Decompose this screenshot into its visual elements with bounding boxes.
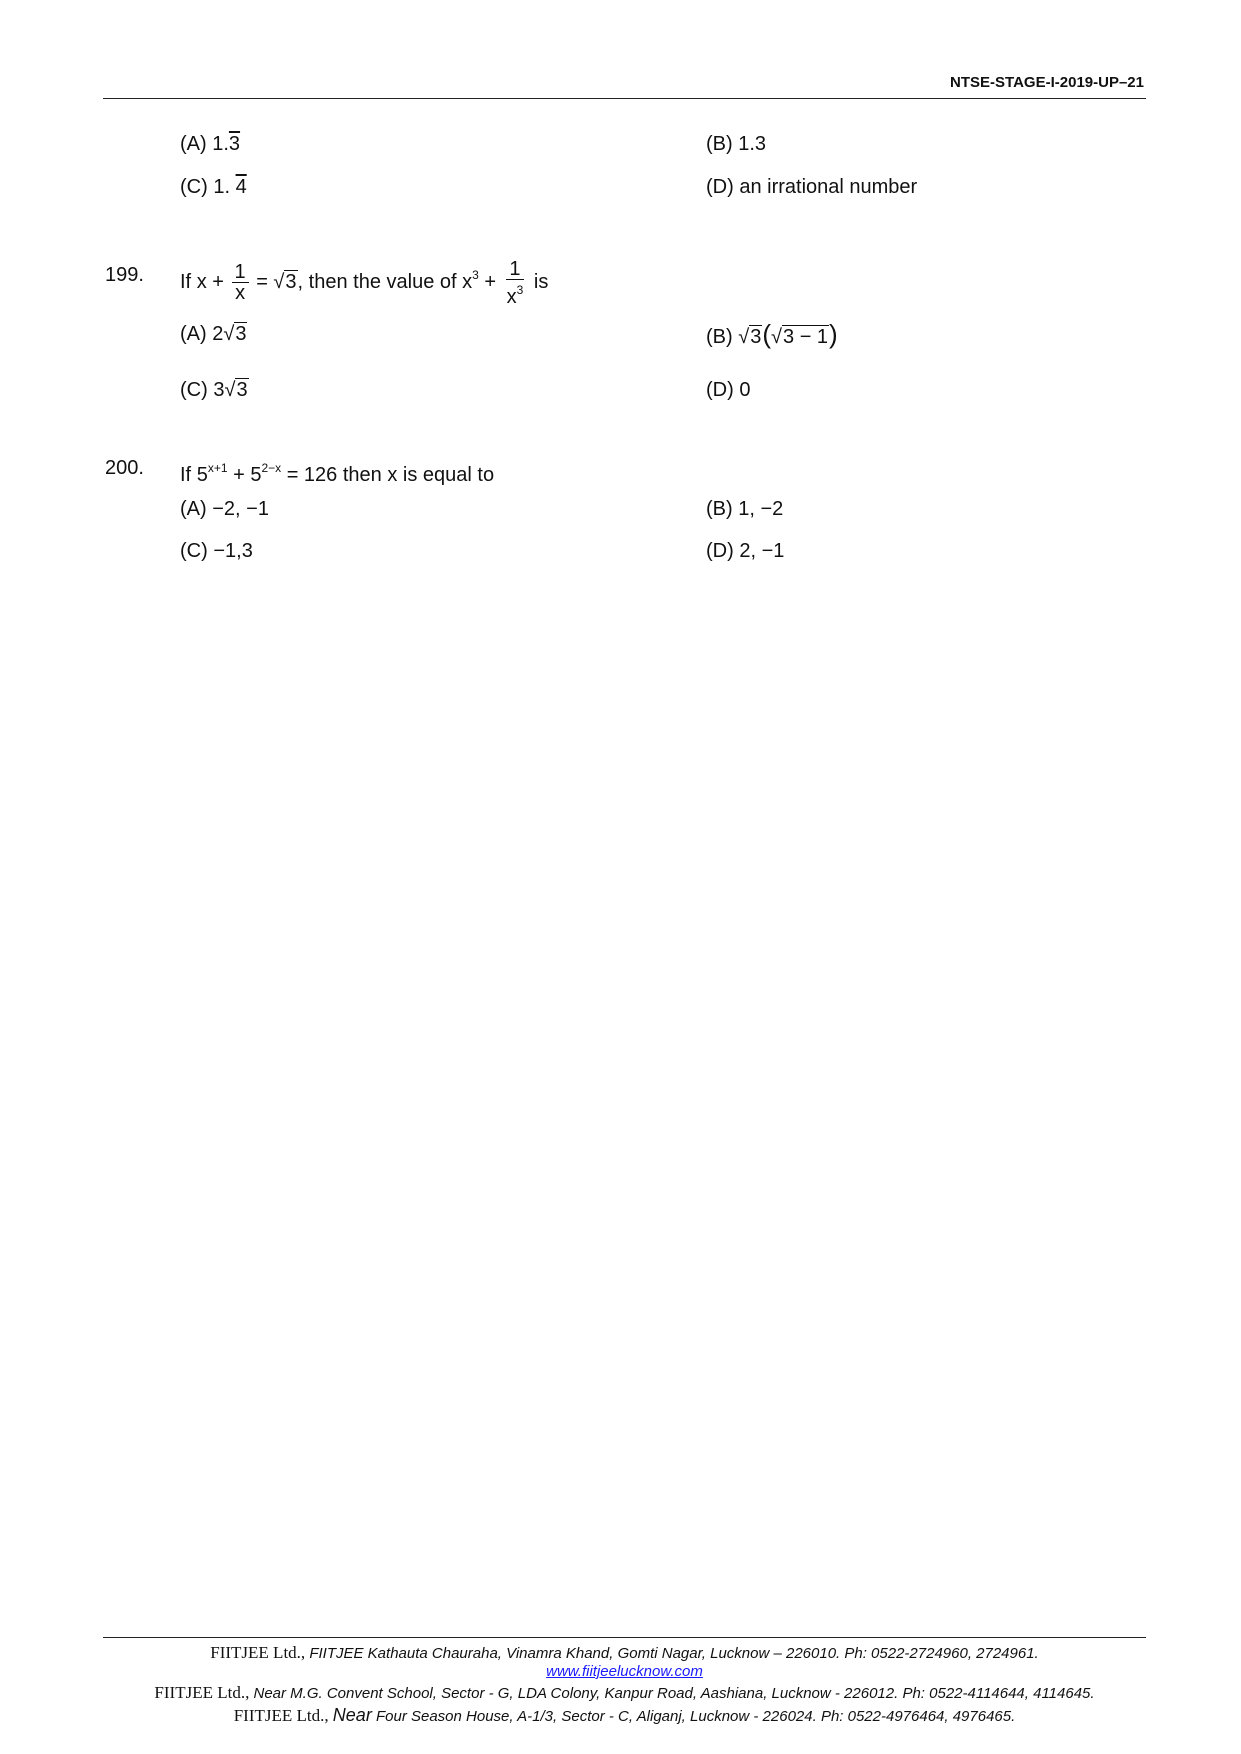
footer-website	[103, 1663, 1146, 1680]
question-199-stem: If x + $\frac{1}{x}$ = √3, then the value of $x^3$ + $\frac{1}{x^3}$ is	[180, 257, 549, 308]
question-number-200: 200.	[105, 457, 144, 479]
option-c: (C) 1. 4	[180, 176, 247, 198]
footer-divider	[103, 1637, 1146, 1638]
footer-address-aashiana: FIITJEE Ltd., Near M.G. Convent School, Sector - G, LDA Colony, Kanpur Road, Aashiana, Lucknow - 226012. Ph: 0522-4114644, 4114645.	[154, 1683, 1095, 1702]
option-d: (D) 0	[706, 379, 751, 401]
option-b: (B) 1, −2	[706, 498, 784, 520]
option-b: (B) 1.3	[706, 133, 767, 155]
option-a: (A) 1.3	[180, 133, 241, 155]
fraction-one-over-x: $\frac{1}{x}$	[232, 262, 249, 303]
website-link[interactable]: www.fiitjeelucknow.com	[546, 1663, 703, 1680]
option-b: (B) √3(√3 − 1)	[706, 319, 838, 349]
question-200-stem: If $5^{x+1} + 5^{2-x} = 126$ then x is equal to	[180, 461, 495, 486]
option-c: (C) 3√3	[180, 379, 248, 401]
footer-address-gomti-nagar: FIITJEE Ltd., FIITJEE Kathauta Chauraha, Vinamra Khand, Gomti Nagar, Lucknow – 226010. Ph: 0522-2724960, 2724961.	[210, 1643, 1039, 1662]
footer-address-aliganj: FIITJEE Ltd., Near Four Season House, A-1/3, Sector - C, Aliganj, Lucknow - 226024. Ph: 0522-4976464, 4976465.	[233, 1705, 1016, 1725]
option-d: (D) 2, −1	[706, 540, 785, 562]
option-a: (A) 2√3	[180, 323, 247, 345]
header-divider	[103, 98, 1146, 99]
page-header-code: NTSE-STAGE-I-2019-UP–21	[950, 74, 1144, 91]
fraction-one-over-x-cubed: $\frac{1}{x^3}$	[506, 257, 524, 308]
question-number-199: 199.	[105, 264, 144, 286]
option-c: (C) −1,3	[180, 540, 253, 562]
option-d: (D) an irrational number	[706, 176, 918, 198]
option-a: (A) −2, −1	[180, 498, 269, 520]
